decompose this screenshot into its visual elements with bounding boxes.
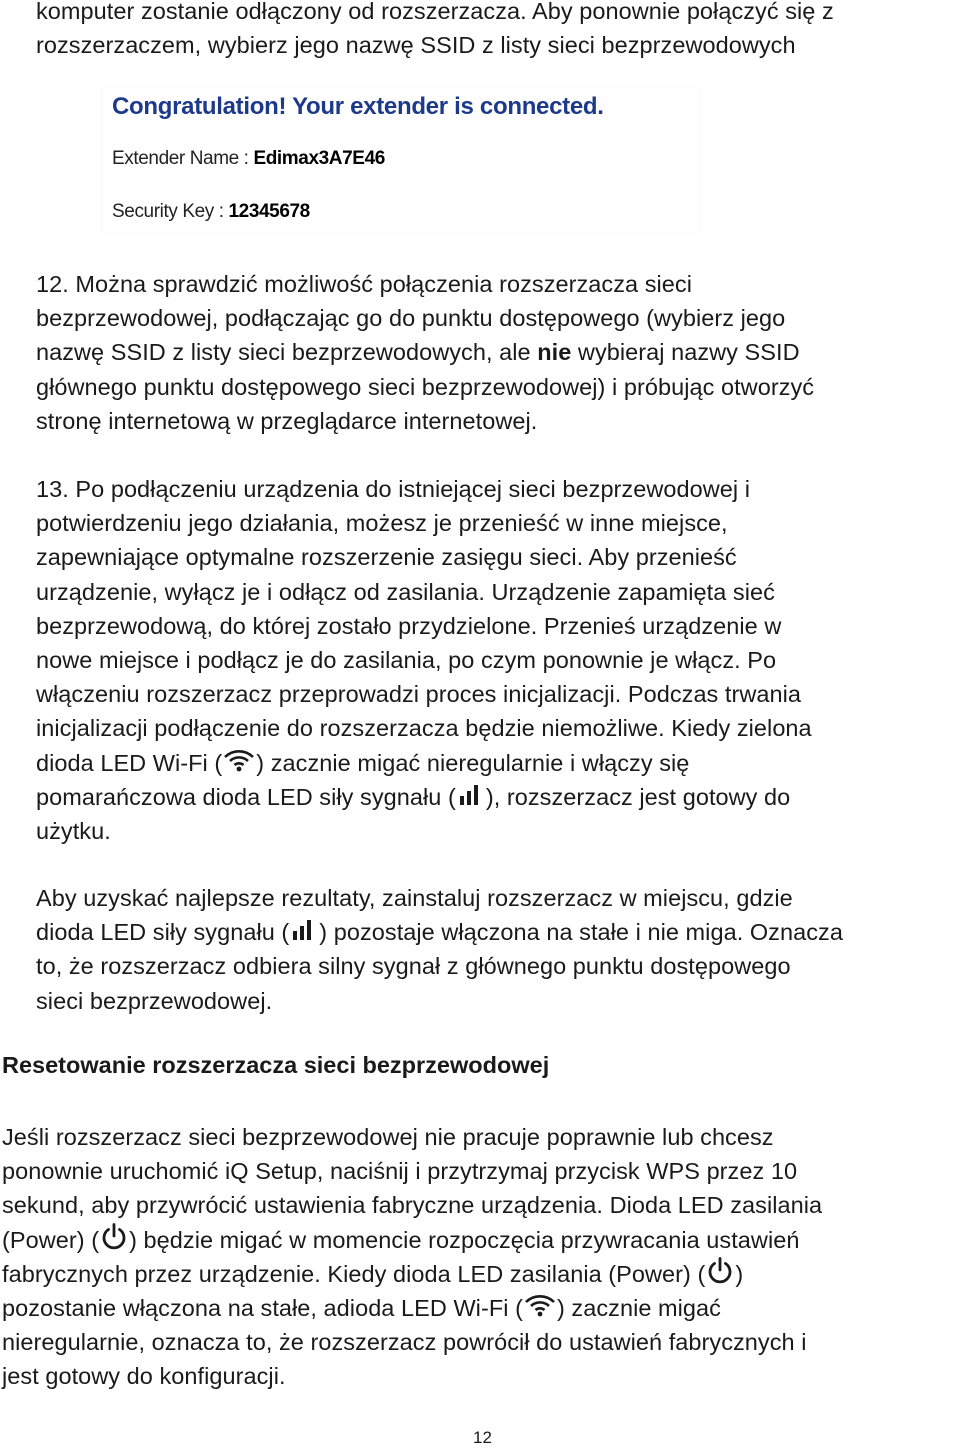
text-line xyxy=(36,780,812,814)
step-13-paragraph xyxy=(36,472,812,848)
text-line: bezprzewodowej, podłączając go do punktu dostępowego (wybierz jego xyxy=(36,305,786,332)
text-line: urządzenie, wyłącz je i odłącz od zasilania. Urządzenie zapamięta sieć xyxy=(36,578,775,605)
screenshot-title: Congratulation! Your extender is connected. xyxy=(112,93,604,120)
text-segment: ) zacznie migać nieregularnie i włączy się xyxy=(256,749,690,776)
text-segment: ) xyxy=(735,1260,744,1287)
text-line: nowe miejsce i podłącz je do zasilania, po czym ponownie je włącz. Po xyxy=(36,646,777,673)
security-key-label: Security Key : xyxy=(112,201,229,222)
text-line xyxy=(2,1291,822,1325)
extender-connected-screenshot xyxy=(103,87,699,233)
intro-paragraph xyxy=(36,0,834,62)
text-line: potwierdzeniu jego działania, możesz je przenieść w inne miejsce, xyxy=(36,510,728,537)
text-segment: ) będzie migać w momencie rozpoczęcia przywracania ustawień xyxy=(129,1226,800,1253)
signal-strength-icon xyxy=(456,782,486,817)
text-line: ponownie uruchomić iQ Setup, naciśnij i przytrzymaj przycisk WPS przez 10 xyxy=(2,1158,798,1185)
signal-strength-icon xyxy=(289,917,319,952)
text-line: użytku. xyxy=(36,817,111,844)
wifi-icon xyxy=(222,748,256,783)
text-line: zapewniające optymalne rozszerzenie zasięgu sieci. Aby przenieść xyxy=(36,544,737,571)
text-segment: wybieraj nazwy SSID xyxy=(571,339,800,366)
text-line: rozszerzaczem, wybierz jego nazwę SSID z listy sieci bezprzewodowych xyxy=(36,32,796,59)
wifi-icon xyxy=(523,1293,557,1328)
text-line: Aby uzyskać najlepsze rezultaty, zainstaluj rozszerzacz w miejscu, gdzie xyxy=(36,885,793,911)
extender-name-row xyxy=(112,148,385,170)
text-line: bezprzewodową, do której zostało przydzielone. Przenieś urządzenie w xyxy=(36,612,782,639)
text-segment: nazwę SSID z listy sieci bezprzewodowych, ale xyxy=(36,339,538,366)
page-number: 12 xyxy=(473,1428,492,1447)
text-segment: ), rozszerzacz jest gotowy do xyxy=(485,783,791,810)
text-line: sekund, aby przywrócić ustawienia fabryczne urządzenia. Dioda LED zasilania xyxy=(2,1192,823,1219)
reset-paragraph xyxy=(2,1120,822,1394)
text-line xyxy=(36,335,814,369)
text-segment: ) zacznie migać xyxy=(556,1294,721,1321)
text-line: sieci bezprzewodowej. xyxy=(36,987,273,1014)
text-segment: dioda LED Wi-Fi ( xyxy=(36,749,223,776)
text-line: to, że rozszerzacz odbiera silny sygnał z głównego punktu dostępowego xyxy=(36,953,791,980)
text-line: 12. Można sprawdzić możliwość połączenia rozszerzacza sieci xyxy=(36,271,692,297)
text-line xyxy=(36,746,812,780)
text-line: jest gotowy do konfiguracji. xyxy=(2,1363,286,1390)
text-line: stronę internetową w przeglądarce internetowej. xyxy=(36,407,538,434)
power-icon xyxy=(99,1223,129,1260)
text-segment: ) pozostaje włączona na stałe i nie miga. Oznacza xyxy=(319,919,843,946)
text-segment: pozostanie włączona na stałe, adioda LED Wi-Fi ( xyxy=(2,1294,523,1321)
text-line xyxy=(36,915,843,949)
text-line: głównego punktu dostępowego sieci bezprzewodowej) i próbując otworzyć xyxy=(36,373,815,400)
reset-heading: Resetowanie rozszerzacza sieci bezprzewodowej xyxy=(2,1052,550,1078)
step-12-paragraph xyxy=(36,267,814,438)
text-line: inicjalizacji podłączenie do rozszerzacza będzie niemożliwe. Kiedy zielona xyxy=(36,715,812,742)
best-results-paragraph xyxy=(36,881,843,1018)
text-line: 13. Po podłączeniu urządzenia do istniejącej sieci bezprzewodowej i xyxy=(36,476,750,502)
text-line xyxy=(2,1223,822,1257)
extender-name-label: Extender Name : xyxy=(112,148,254,169)
text-segment: pomarańczowa dioda LED siły sygnału ( xyxy=(36,783,456,810)
text-segment: fabrycznych przez urządzenie. Kiedy dioda LED zasilania (Power) ( xyxy=(2,1260,706,1287)
text-segment: (Power) ( xyxy=(2,1226,100,1253)
text-segment: dioda LED siły sygnału ( xyxy=(36,919,290,946)
emphasis-nie: nie xyxy=(537,339,572,366)
text-line: nieregularnie, oznacza to, że rozszerzacz powrócił do ustawień fabrycznych i xyxy=(2,1329,807,1356)
security-key-value: 12345678 xyxy=(228,201,310,222)
extender-name-value: Edimax3A7E46 xyxy=(253,148,385,169)
security-key-row xyxy=(112,201,310,223)
text-line: komputer zostanie odłączony od rozszerzacza. Aby ponownie połączyć się z xyxy=(36,0,834,24)
text-line: Jeśli rozszerzacz sieci bezprzewodowej nie pracuje poprawnie lub chcesz xyxy=(2,1124,774,1150)
text-line: włączeniu rozszerzacz przeprowadzi proces inicjalizacji. Podczas trwania xyxy=(36,681,802,708)
text-line xyxy=(2,1257,822,1291)
power-icon xyxy=(705,1257,735,1294)
